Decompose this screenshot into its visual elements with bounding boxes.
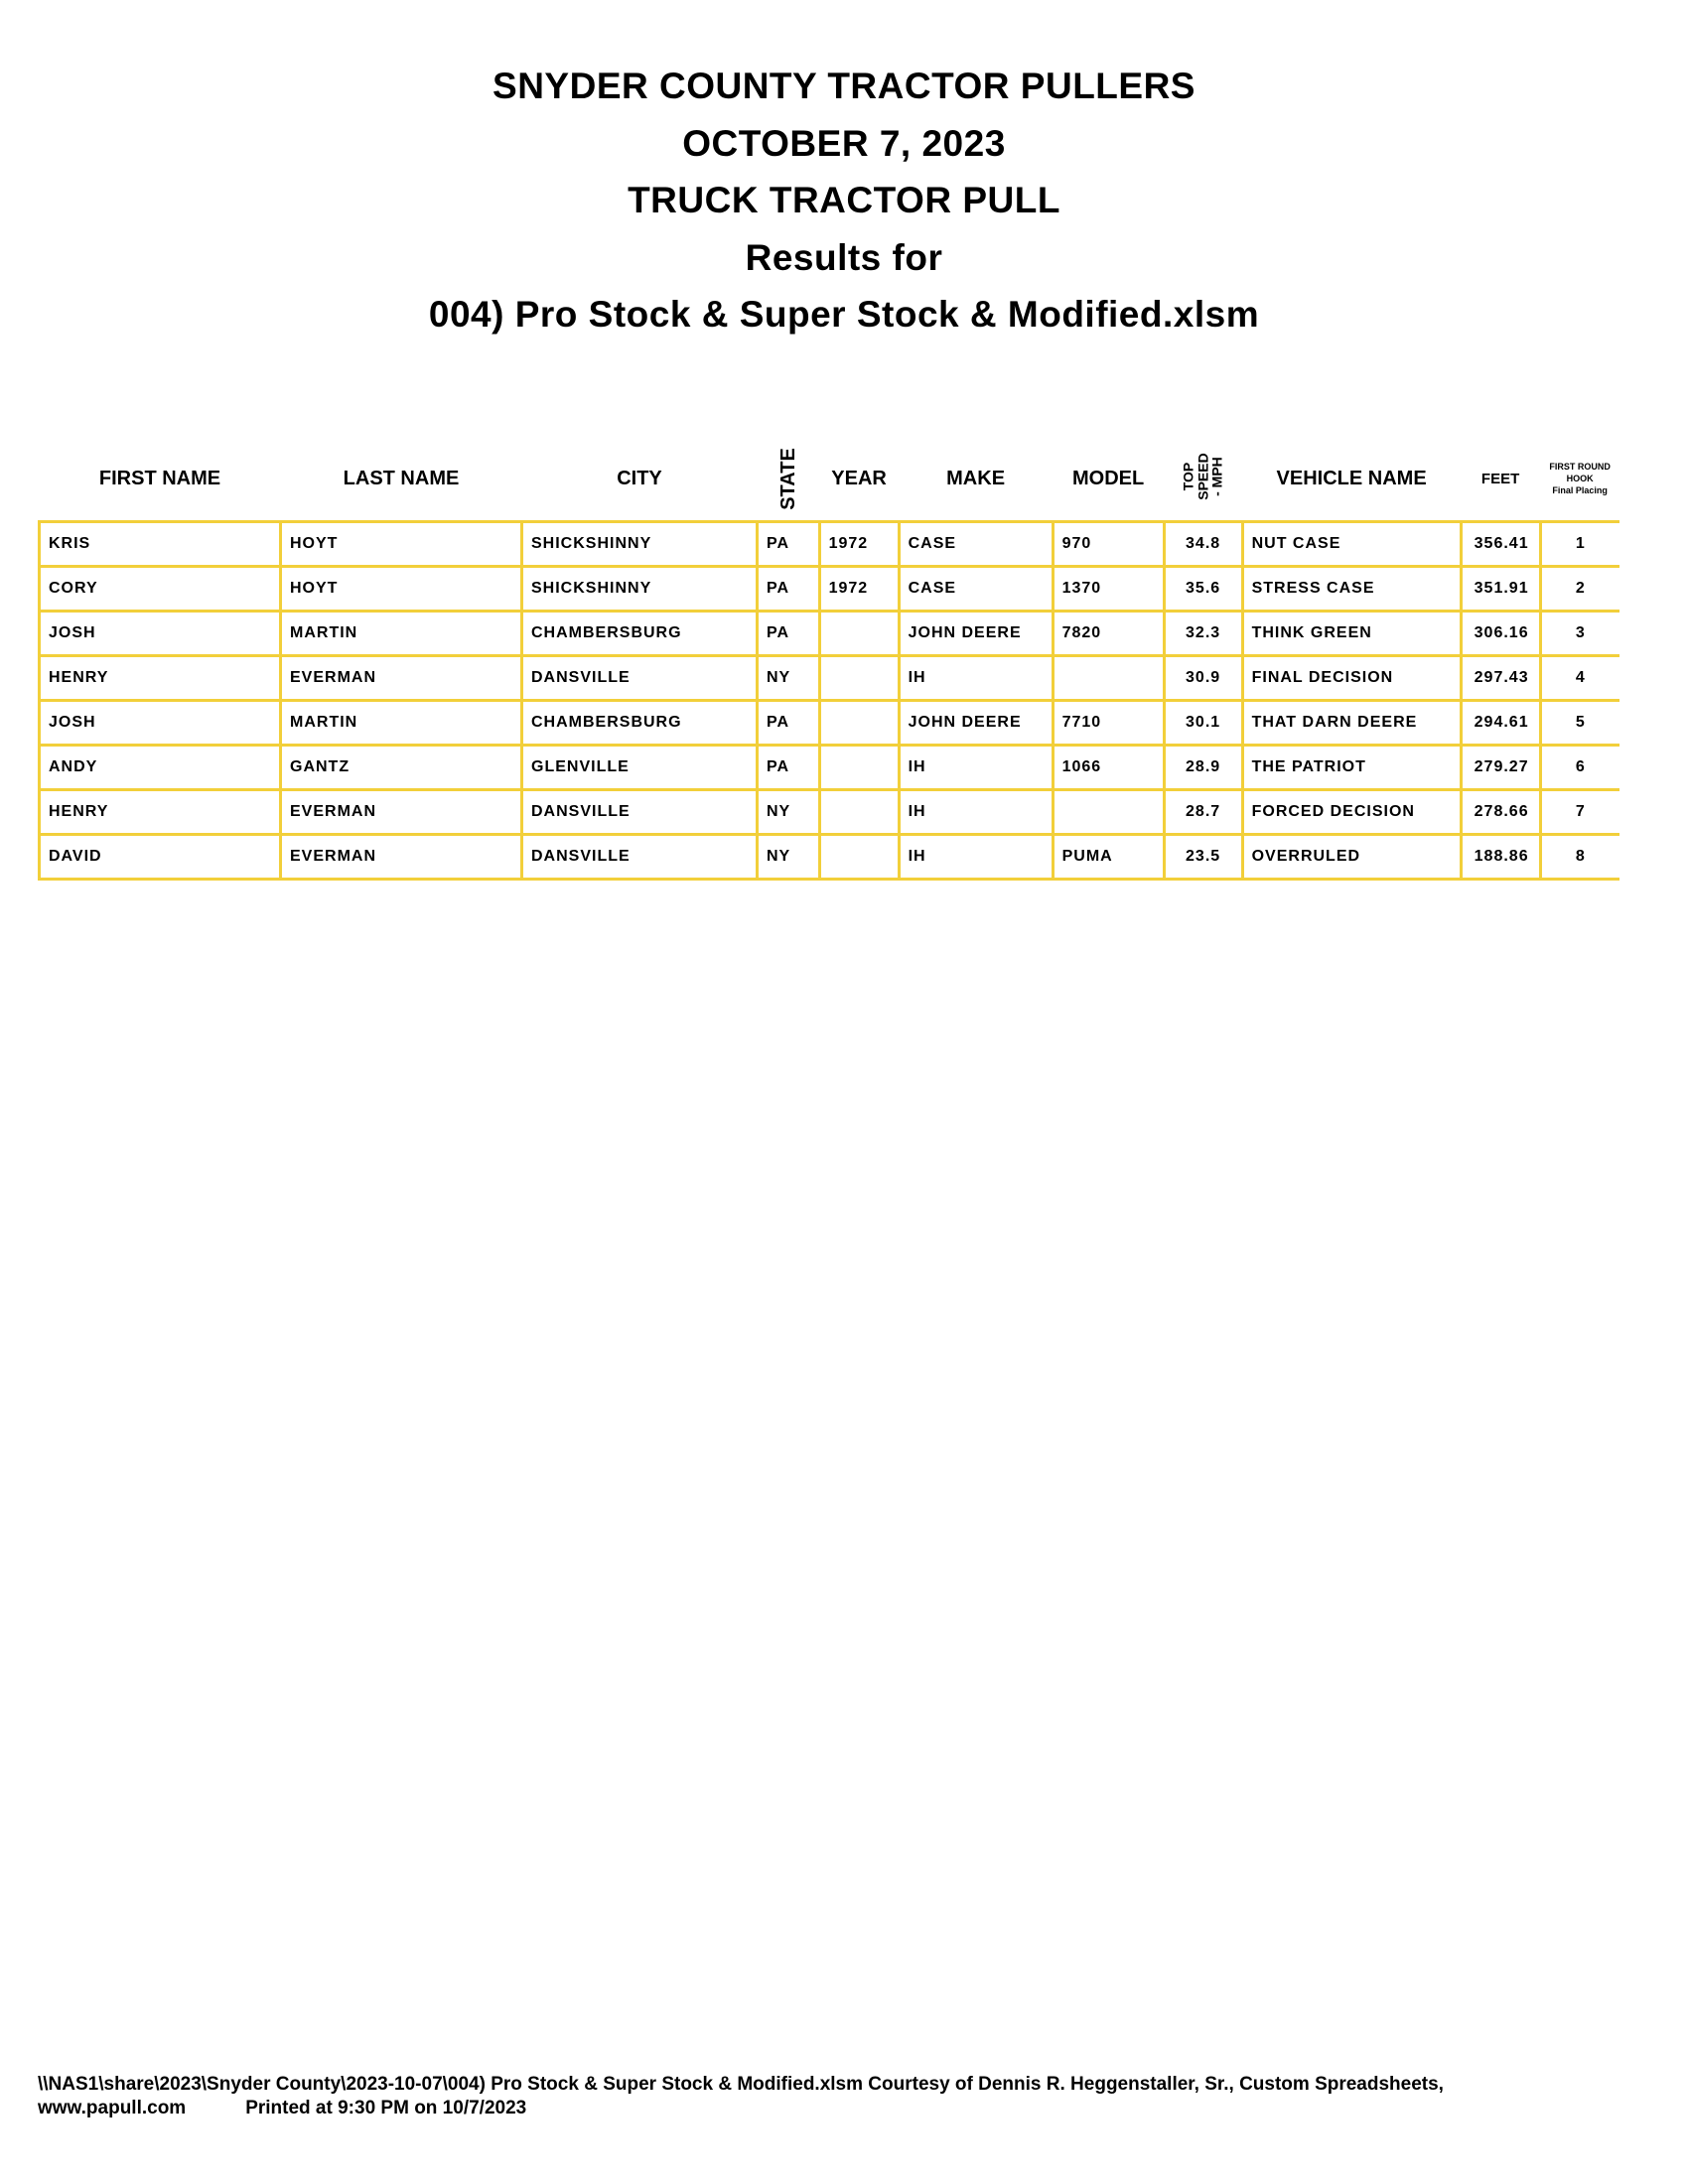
cell-city: DANSVILLE <box>522 790 758 835</box>
cell-state: NY <box>758 790 820 835</box>
cell-top-speed: 23.5 <box>1164 835 1242 880</box>
cell-first-name: ANDY <box>40 746 281 790</box>
cell-model <box>1053 656 1164 701</box>
results-table <box>38 437 1619 881</box>
cell-make: IH <box>899 835 1053 880</box>
cell-first-name: KRIS <box>40 522 281 567</box>
col-feet: FEET <box>1480 470 1520 487</box>
col-hook-line3: Final Placing <box>1552 485 1608 496</box>
col-city: CITY <box>617 467 662 489</box>
class-file-name: 004) Pro Stock & Super Stock & Modified.xlsm <box>428 294 1260 335</box>
cell-state: PA <box>758 701 820 746</box>
cell-feet: 188.86 <box>1461 835 1540 880</box>
cell-vehicle-name: OVERRULED <box>1242 835 1461 880</box>
results-label: Results for <box>745 236 943 278</box>
cell-year <box>819 835 899 880</box>
cell-state: PA <box>758 567 820 612</box>
cell-vehicle-name: THE PATRIOT <box>1242 746 1461 790</box>
col-year: YEAR <box>831 467 887 489</box>
cell-last-name: HOYT <box>281 522 522 567</box>
cell-feet: 351.91 <box>1461 567 1540 612</box>
cell-state: NY <box>758 835 820 880</box>
cell-model: 7820 <box>1053 612 1164 656</box>
cell-last-name: EVERMAN <box>281 656 522 701</box>
cell-year <box>819 790 899 835</box>
cell-top-speed: 35.6 <box>1164 567 1242 612</box>
col-hook-line1: FIRST ROUND <box>1549 461 1611 472</box>
cell-feet: 279.27 <box>1461 746 1540 790</box>
cell-make: IH <box>899 656 1053 701</box>
footer-file-path: \\NAS1\share\2023\Snyder County\2023-10-07\004) Pro Stock & Super Stock & Modified.xlsm Courtesy of Dennis R. Heggenstaller, Sr., Custom Spreadsheets, <box>38 2074 1444 2095</box>
cell-first-name: CORY <box>40 567 281 612</box>
table-header <box>40 437 1620 522</box>
col-hook-line2: HOOK <box>1566 473 1594 483</box>
table-row <box>40 701 1620 746</box>
cell-model: PUMA <box>1053 835 1164 880</box>
cell-placing: 7 <box>1540 790 1619 835</box>
cell-top-speed: 28.7 <box>1164 790 1242 835</box>
col-top-speed-line3: - MPH <box>1208 457 1225 497</box>
cell-state: PA <box>758 612 820 656</box>
col-top-speed-line1: TOP <box>1180 463 1196 491</box>
col-state <box>758 437 820 522</box>
col-state-label: STATE <box>776 447 799 510</box>
footer-website: www.papull.com <box>38 2098 187 2118</box>
cell-placing: 4 <box>1540 656 1619 701</box>
document-footer <box>38 2073 1444 2120</box>
cell-city: DANSVILLE <box>522 835 758 880</box>
cell-make: JOHN DEERE <box>899 701 1053 746</box>
cell-make: IH <box>899 790 1053 835</box>
cell-top-speed: 32.3 <box>1164 612 1242 656</box>
cell-first-name: HENRY <box>40 656 281 701</box>
cell-top-speed: 34.8 <box>1164 522 1242 567</box>
document-header <box>0 58 1688 343</box>
cell-last-name: MARTIN <box>281 701 522 746</box>
table-row <box>40 790 1620 835</box>
cell-year: 1972 <box>819 522 899 567</box>
col-make: MAKE <box>946 467 1006 489</box>
col-vehicle-name: VEHICLE NAME <box>1276 467 1427 489</box>
cell-last-name: HOYT <box>281 567 522 612</box>
cell-make: JOHN DEERE <box>899 612 1053 656</box>
cell-placing: 3 <box>1540 612 1619 656</box>
cell-model: 970 <box>1053 522 1164 567</box>
cell-make: IH <box>899 746 1053 790</box>
cell-last-name: MARTIN <box>281 612 522 656</box>
cell-first-name: JOSH <box>40 701 281 746</box>
col-top-speed-label <box>1182 454 1225 500</box>
table-row <box>40 522 1620 567</box>
table-row <box>40 746 1620 790</box>
cell-first-name: HENRY <box>40 790 281 835</box>
cell-year <box>819 656 899 701</box>
cell-placing: 5 <box>1540 701 1619 746</box>
table-row <box>40 612 1620 656</box>
cell-year <box>819 746 899 790</box>
cell-placing: 2 <box>1540 567 1619 612</box>
col-last-name: LAST NAME <box>343 467 460 489</box>
cell-vehicle-name: THINK GREEN <box>1242 612 1461 656</box>
cell-make: CASE <box>899 522 1053 567</box>
cell-model <box>1053 790 1164 835</box>
cell-city: GLENVILLE <box>522 746 758 790</box>
col-top-speed <box>1164 437 1242 522</box>
cell-first-name: DAVID <box>40 835 281 880</box>
cell-vehicle-name: FORCED DECISION <box>1242 790 1461 835</box>
cell-feet: 294.61 <box>1461 701 1540 746</box>
cell-year: 1972 <box>819 567 899 612</box>
cell-state: PA <box>758 746 820 790</box>
cell-vehicle-name: STRESS CASE <box>1242 567 1461 612</box>
cell-placing: 1 <box>1540 522 1619 567</box>
col-first-name: FIRST NAME <box>98 467 221 489</box>
cell-top-speed: 28.9 <box>1164 746 1242 790</box>
cell-feet: 278.66 <box>1461 790 1540 835</box>
cell-city: CHAMBERSBURG <box>522 701 758 746</box>
cell-city: CHAMBERSBURG <box>522 612 758 656</box>
cell-feet: 306.16 <box>1461 612 1540 656</box>
cell-model: 1370 <box>1053 567 1164 612</box>
cell-top-speed: 30.1 <box>1164 701 1242 746</box>
cell-year <box>819 701 899 746</box>
cell-placing: 6 <box>1540 746 1619 790</box>
cell-vehicle-name: NUT CASE <box>1242 522 1461 567</box>
cell-city: DANSVILLE <box>522 656 758 701</box>
cell-make: CASE <box>899 567 1053 612</box>
cell-state: PA <box>758 522 820 567</box>
table-body <box>40 522 1620 880</box>
footer-printed-time: Printed at 9:30 PM on 10/7/2023 <box>245 2098 527 2118</box>
table-row <box>40 835 1620 880</box>
table-row <box>40 656 1620 701</box>
org-title: SNYDER COUNTY TRACTOR PULLERS <box>492 66 1196 106</box>
cell-model: 7710 <box>1053 701 1164 746</box>
event-date: OCTOBER 7, 2023 <box>682 122 1006 164</box>
cell-model: 1066 <box>1053 746 1164 790</box>
footer-credit-line <box>38 2097 1444 2120</box>
cell-city: SHICKSHINNY <box>522 522 758 567</box>
col-model: MODEL <box>1071 467 1145 489</box>
cell-city: SHICKSHINNY <box>522 567 758 612</box>
cell-last-name: GANTZ <box>281 746 522 790</box>
table-row <box>40 567 1620 612</box>
cell-vehicle-name: FINAL DECISION <box>1242 656 1461 701</box>
cell-top-speed: 30.9 <box>1164 656 1242 701</box>
cell-last-name: EVERMAN <box>281 835 522 880</box>
col-hook-placing <box>1540 437 1619 522</box>
event-name: TRUCK TRACTOR PULL <box>628 180 1060 220</box>
cell-first-name: JOSH <box>40 612 281 656</box>
cell-state: NY <box>758 656 820 701</box>
cell-year <box>819 612 899 656</box>
col-top-speed-line2: SPEED <box>1195 453 1211 501</box>
cell-feet: 297.43 <box>1461 656 1540 701</box>
cell-placing: 8 <box>1540 835 1619 880</box>
cell-vehicle-name: THAT DARN DEERE <box>1242 701 1461 746</box>
cell-last-name: EVERMAN <box>281 790 522 835</box>
cell-feet: 356.41 <box>1461 522 1540 567</box>
